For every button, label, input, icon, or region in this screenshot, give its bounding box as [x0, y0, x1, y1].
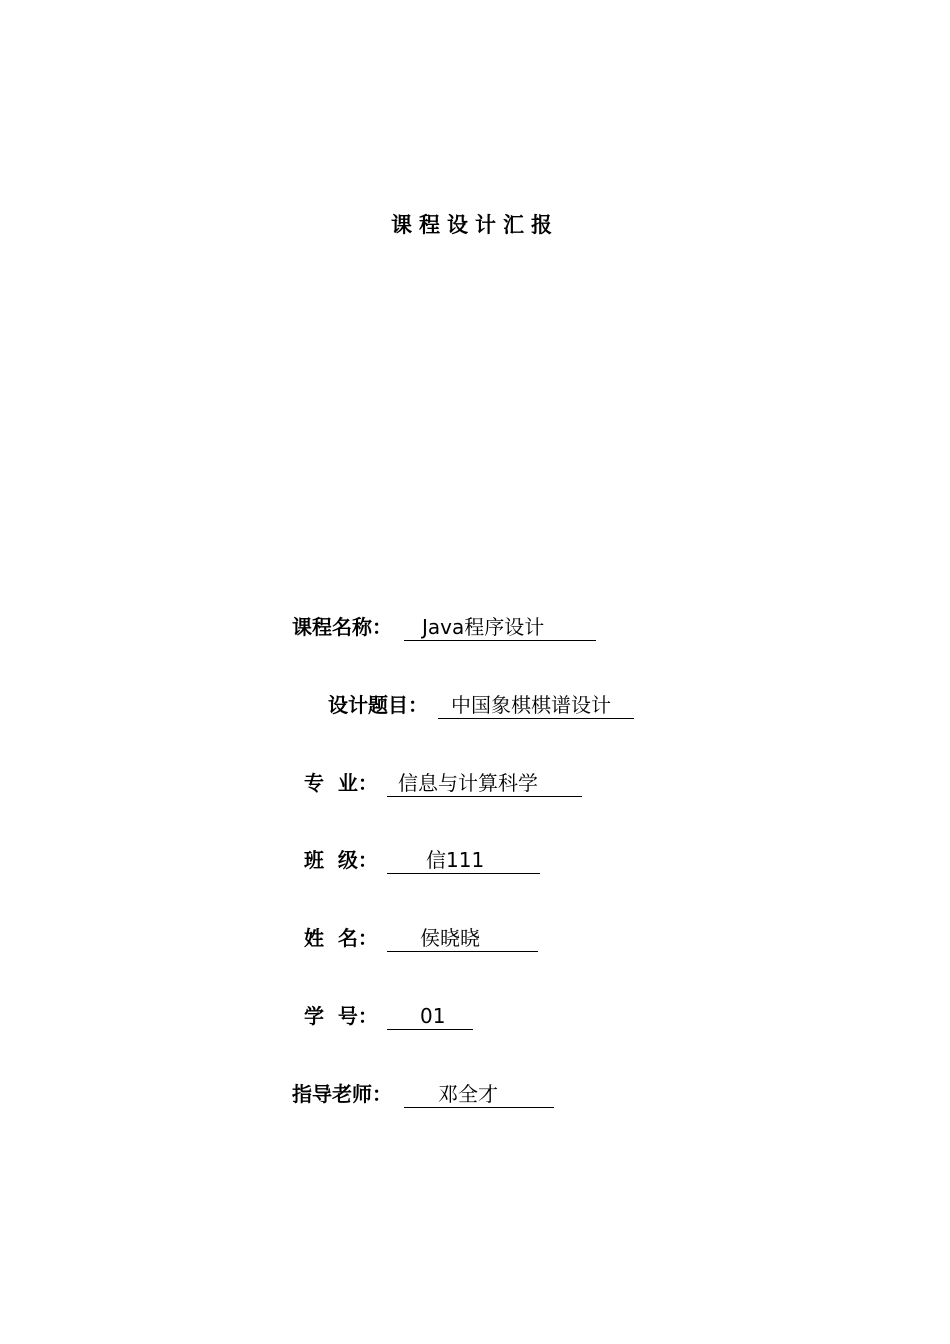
course-name-value: Java程序设计 [422, 615, 545, 639]
design-topic-value: 中国象棋棋谱设计 [451, 693, 611, 717]
name-value: 侯晓晓 [420, 926, 480, 950]
student-id-label: 学 号： [304, 1004, 378, 1028]
advisor-label: 指导老师： [292, 1082, 392, 1106]
report-title: 课程设计汇报 [391, 213, 559, 237]
class-value: 信111 [426, 848, 485, 872]
design-topic-label: 设计题目： [328, 693, 428, 717]
name-label: 姓 名： [304, 926, 378, 950]
major-label: 专 业： [304, 771, 378, 795]
major-value: 信息与计算科学 [398, 771, 538, 795]
student-id-value: 01 [420, 1004, 446, 1028]
advisor-value: 邓全才 [438, 1082, 498, 1106]
course-name-label: 课程名称： [292, 615, 392, 639]
class-label: 班 级： [304, 848, 378, 872]
